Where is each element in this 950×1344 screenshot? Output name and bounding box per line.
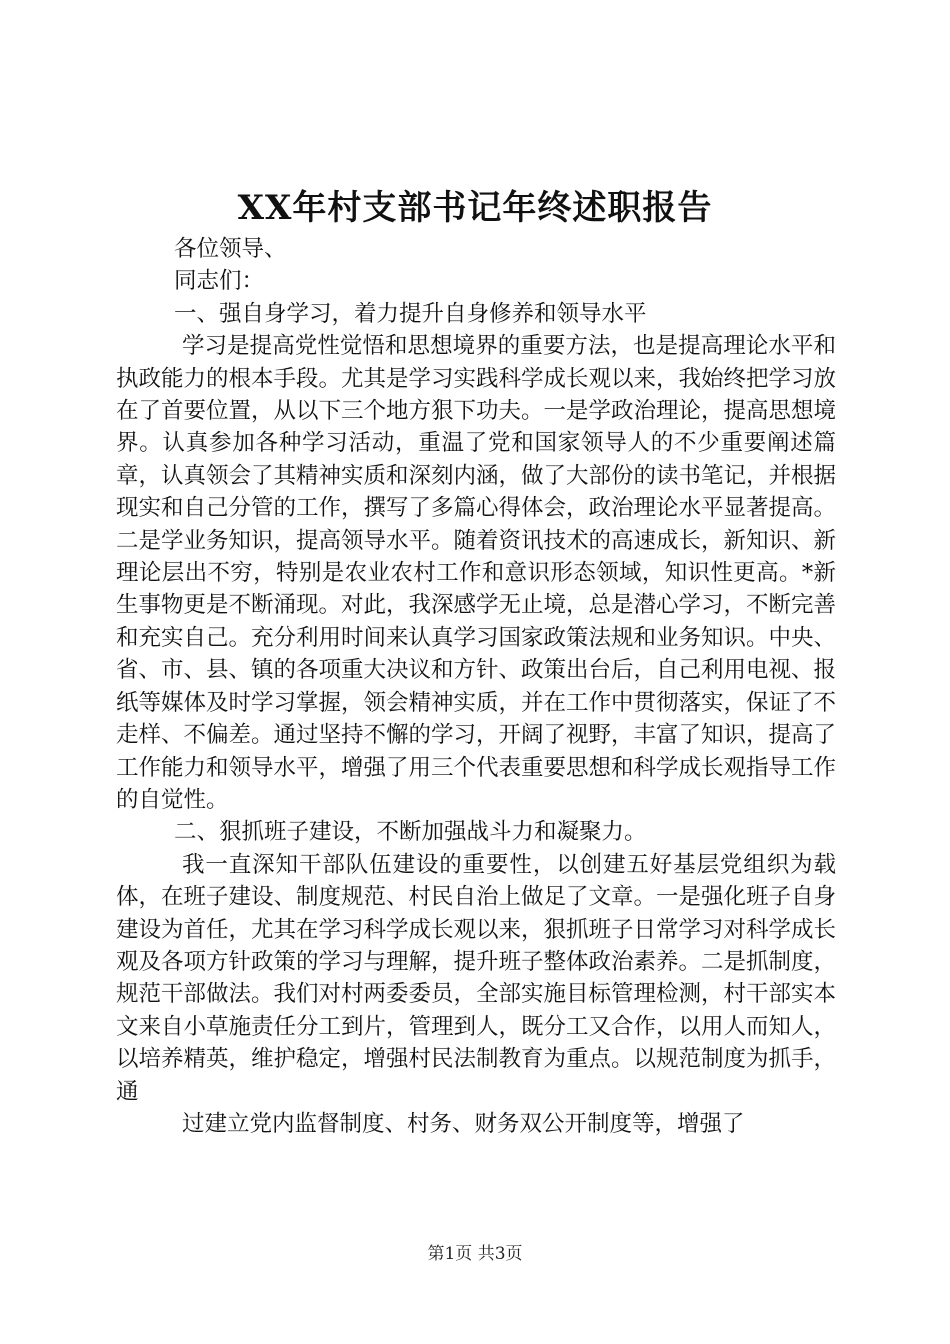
section-2-paragraph: 我一直深知干部队伍建设的重要性，以创建五好基层党组织为载体，在班子建设、制度规范、村民自治上做足了文章。一是强化班子自身建设为首任，尤其在学习科学成长观以来，狠抓班子日常学习对科学成长观及各项方针政策的学习与理解，提升班子整体政治素养。二是抓制度，规范干部做法。我们对村两委委员，全部实施目标管理检测，村干部实本文来自小草施责任分工到片，管理到人，既分工又合作，以用人而知人，以培养精英，维护稳定，增强村民法制教育为重点。以规范制度为抓手，通	[116, 851, 837, 1105]
greeting-line-2: 同志们：	[174, 268, 265, 295]
page-number-footer: 第1页 共3页	[427, 1244, 523, 1264]
document-body	[116, 233, 836, 1140]
section-2-continued-paragraph: 过建立党内监督制度、村务、财务双公开制度等，增强了	[182, 1110, 745, 1137]
section-2-heading: 二、狠抓班子建设，不断加强战斗力和凝聚力。	[174, 819, 647, 846]
section-1-heading: 一、强自身学习，着力提升自身修养和领导水平	[174, 300, 647, 327]
document-title: XX年村支部书记年终述职报告	[237, 188, 713, 228]
section-1-paragraph: 学习是提高党性觉悟和思想境界的重要方法，也是提高理论水平和执政能力的根本手段。尤其是学习实践科学成长观以来，我始终把学习放在了首要位置，从以下三个地方狠下功夫。一是学政治理论，提高思想境界。认真参加各种学习活动，重温了党和国家领导人的不少重要阐述篇章，认真领会了其精神实质和深刻内涵，做了大部份的读书笔记，并根据现实和自己分管的工作，撰写了多篇心得体会，政治理论水平显著提高。二是学业务知识，提高领导水平。随着资讯技术的高速成长，新知识、新理论层出不穷，特别是农业农村工作和意识形态领域，知识性更高。*新生事物更是不断涌现。对此，我深感学无止境，总是潜心学习，不断完善和充实自己。充分利用时间来认真学习国家政策法规和业务知识。中央、省、市、县、镇的各项重大决议和方针、政策出台后，自己利用电视、报纸等媒体及时学习掌握，领会精神实质，并在工作中贯彻落实，保证了不走样、不偏差。通过坚持不懈的学习，开阔了视野，丰富了知识，提高了工作能力和领导水平，增强了用三个代表重要思想和科学成长观指导工作的自觉性。	[116, 333, 837, 813]
greeting-line-1: 各位领导、	[174, 236, 287, 262]
